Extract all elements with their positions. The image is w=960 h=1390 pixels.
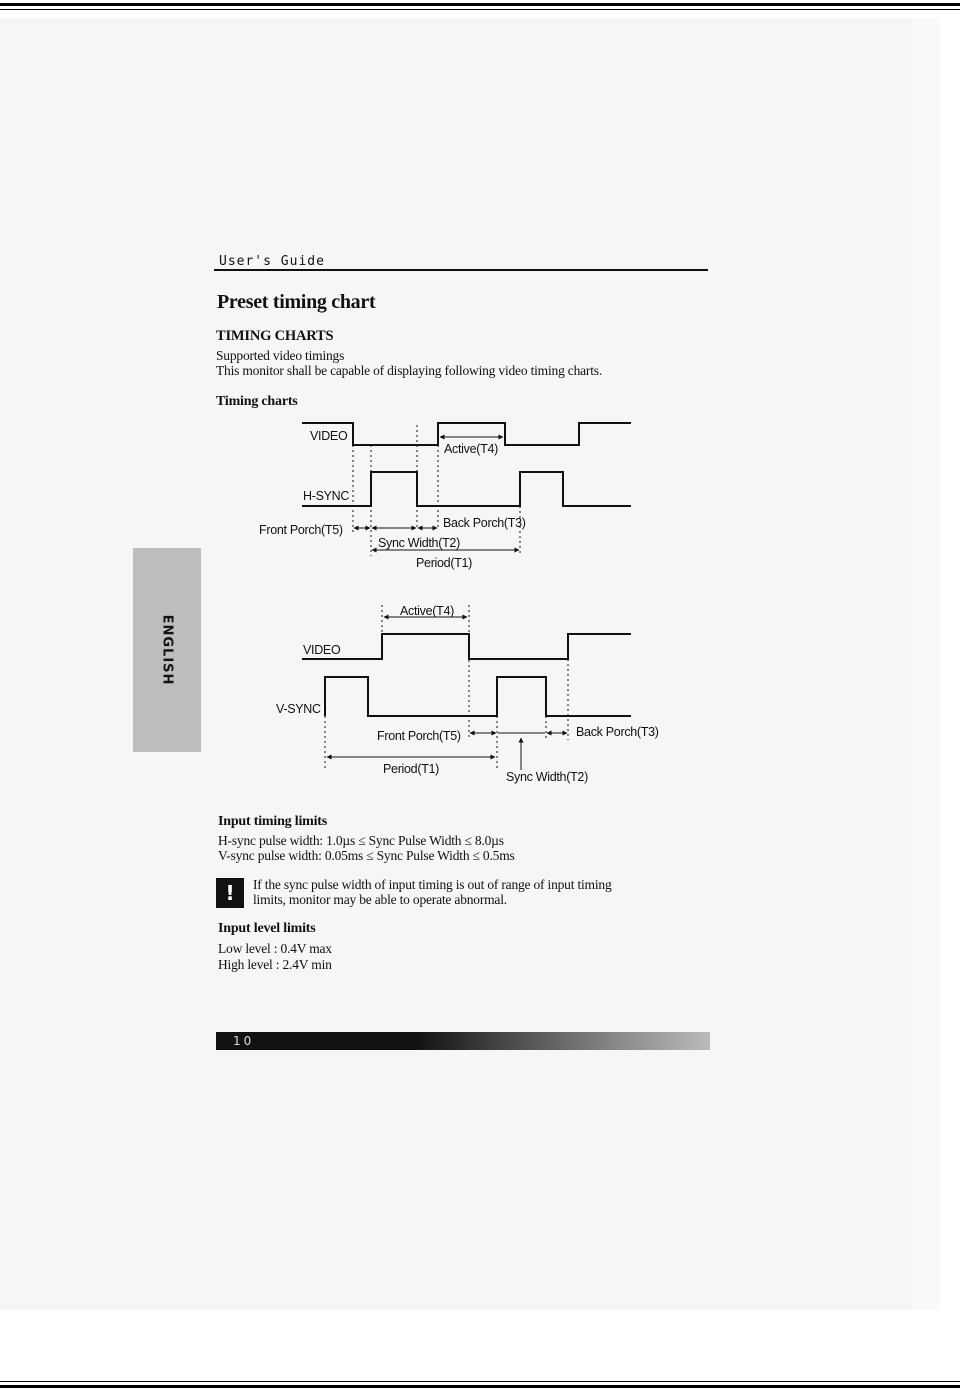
warning-icon: ! [216, 878, 244, 908]
h-sync-waveform [302, 472, 631, 506]
guide-label: User's Guide [219, 254, 325, 269]
v-video-waveform [302, 634, 631, 659]
v-sync-waveform [325, 677, 631, 716]
v-timing-diagram [276, 604, 659, 784]
low-level-text: Low level : 0.4V max [218, 941, 332, 956]
timing-charts-subheading: Timing charts [216, 394, 298, 409]
v-video-label: VIDEO [303, 643, 341, 657]
h-sync-label: H-SYNC [303, 489, 350, 503]
h-sync-width-label: Sync Width(T2) [378, 536, 460, 550]
footer-bar [216, 1032, 710, 1050]
h-front-porch-label: Front Porch(T5) [259, 523, 343, 537]
v-sync-label: V-SYNC [276, 702, 321, 716]
page-number: 10 [233, 1034, 255, 1048]
supported-timings-text: Supported video timings [216, 348, 345, 363]
h-period-label: Period(T1) [416, 556, 473, 570]
v-sync-width-label: Sync Width(T2) [506, 770, 588, 784]
high-level-text: High level : 2.4V min [218, 957, 332, 972]
input-timing-heading: Input timing limits [218, 814, 327, 829]
h-active-label: Active(T4) [444, 442, 498, 456]
v-guide-lines [325, 605, 568, 770]
vsync-limit-text: V-sync pulse width: 0.05ms ≤ Sync Pulse Width ≤ 0.5ms [218, 848, 515, 863]
warning-text-line1: If the sync pulse width of input timing is out of range of input timing [253, 877, 612, 892]
h-video-label: VIDEO [310, 429, 348, 443]
v-active-label: Active(T4) [400, 604, 454, 618]
language-tab-label: ENGLISH [159, 614, 175, 686]
capability-text: This monitor shall be capable of displaying following video timing charts. [216, 363, 603, 378]
v-front-porch-label: Front Porch(T5) [377, 729, 461, 743]
v-back-porch-label: Back Porch(T3) [576, 725, 659, 739]
warning-text-line2: limits, monitor may be able to operate abnormal. [253, 892, 507, 907]
timing-charts-heading: TIMING CHARTS [216, 328, 334, 344]
hsync-limit-text: H-sync pulse width: 1.0µs ≤ Sync Pulse Width ≤ 8.0µs [218, 833, 504, 848]
h-back-porch-label: Back Porch(T3) [443, 516, 526, 530]
page-title: Preset timing chart [217, 291, 376, 313]
h-timing-diagram [259, 423, 631, 570]
input-level-heading: Input level limits [218, 921, 316, 936]
v-period-label: Period(T1) [383, 762, 440, 776]
